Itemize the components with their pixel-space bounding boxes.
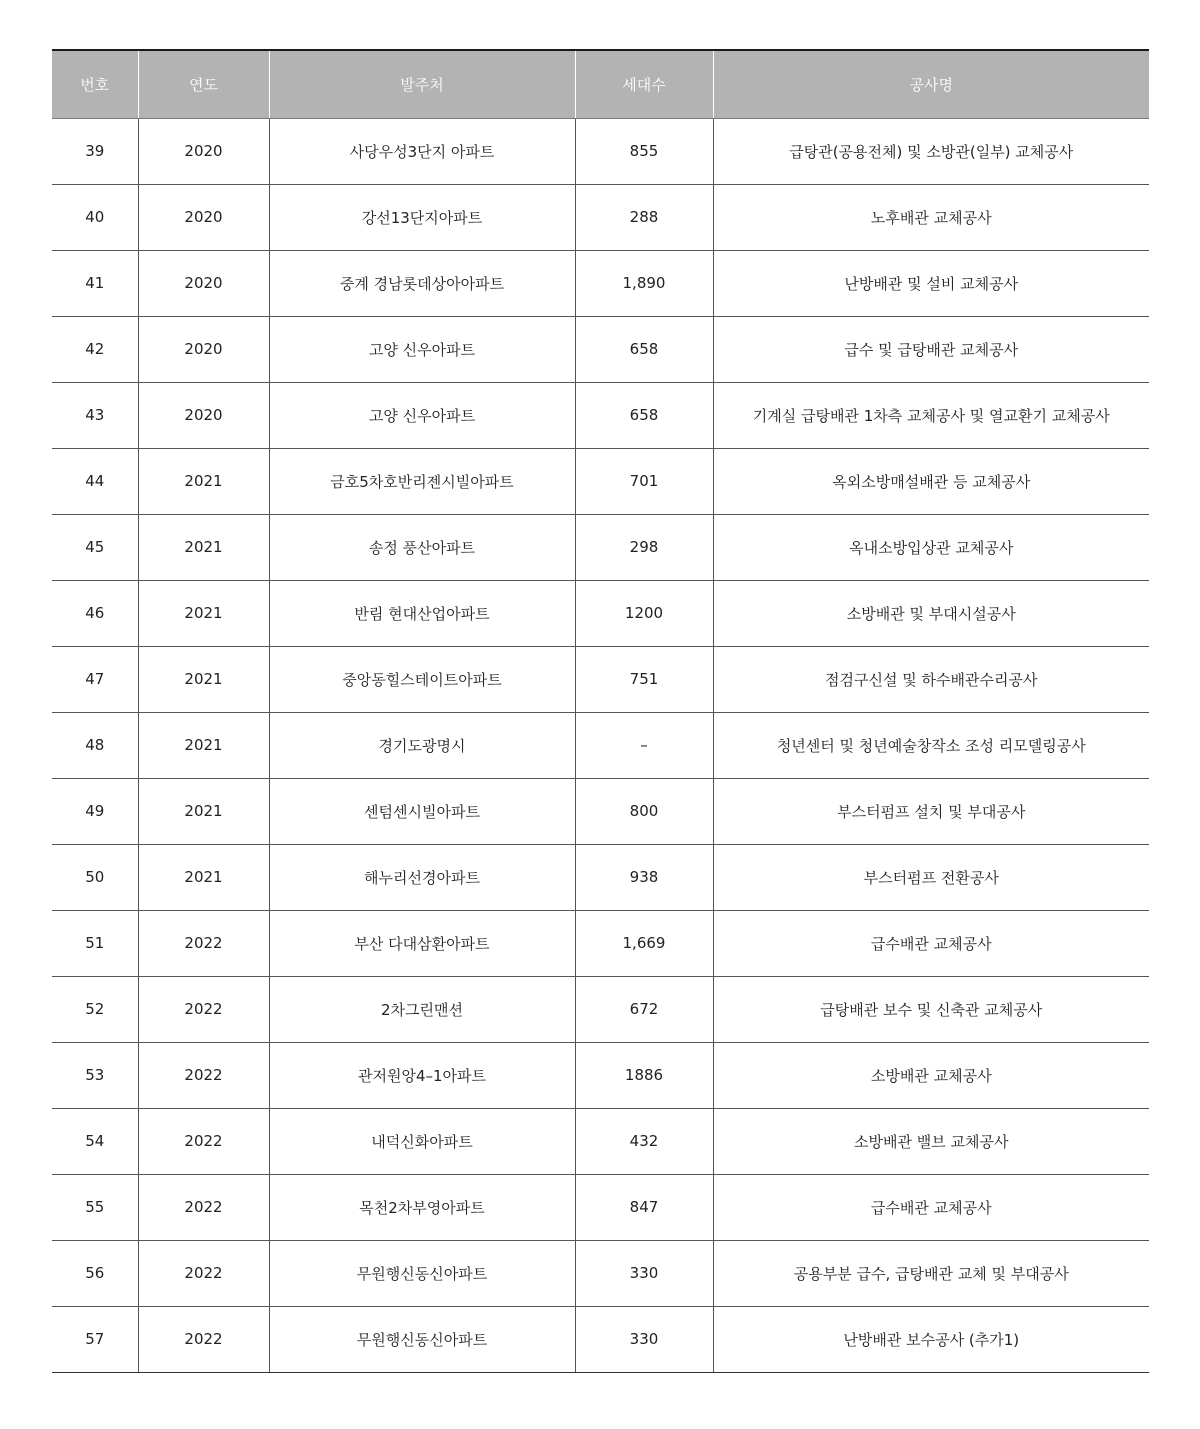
cell-num: 41 [52, 250, 138, 316]
table-row [52, 1306, 1149, 1372]
table-row [52, 316, 1149, 382]
cell-num: 44 [52, 448, 138, 514]
table-row [52, 778, 1149, 844]
table-row [52, 184, 1149, 250]
cell-units: – [575, 712, 713, 778]
cell-client: 송정 풍산아파트 [269, 514, 575, 580]
cell-units: 1886 [575, 1042, 713, 1108]
cell-year: 2021 [138, 580, 269, 646]
table-row [52, 1174, 1149, 1240]
cell-year: 2020 [138, 118, 269, 184]
cell-units: 330 [575, 1306, 713, 1372]
cell-year: 2022 [138, 976, 269, 1042]
table-row [52, 1240, 1149, 1306]
table-row [52, 976, 1149, 1042]
cell-work: 옥외소방매설배관 등 교체공사 [713, 448, 1149, 514]
cell-client: 내덕신화아파트 [269, 1108, 575, 1174]
cell-units: 800 [575, 778, 713, 844]
cell-work: 난방배관 및 설비 교체공사 [713, 250, 1149, 316]
cell-work: 공용부분 급수, 급탕배관 교체 및 부대공사 [713, 1240, 1149, 1306]
cell-work: 난방배관 보수공사 (추가1) [713, 1306, 1149, 1372]
cell-year: 2022 [138, 1174, 269, 1240]
cell-units: 672 [575, 976, 713, 1042]
cell-units: 432 [575, 1108, 713, 1174]
table-row [52, 1042, 1149, 1108]
cell-num: 45 [52, 514, 138, 580]
cell-client: 부산 다대삼환아파트 [269, 910, 575, 976]
cell-client: 중계 경남롯데상아아파트 [269, 250, 575, 316]
project-history-table-container [52, 49, 1149, 1373]
cell-work: 급수배관 교체공사 [713, 910, 1149, 976]
cell-client: 사당우성3단지 아파트 [269, 118, 575, 184]
cell-units: 330 [575, 1240, 713, 1306]
cell-units: 658 [575, 316, 713, 382]
cell-num: 39 [52, 118, 138, 184]
cell-units: 701 [575, 448, 713, 514]
table-row [52, 514, 1149, 580]
cell-client: 경기도광명시 [269, 712, 575, 778]
cell-year: 2020 [138, 250, 269, 316]
cell-year: 2020 [138, 316, 269, 382]
cell-year: 2021 [138, 844, 269, 910]
table-row [52, 844, 1149, 910]
cell-work: 청년센터 및 청년예술창작소 조성 리모델링공사 [713, 712, 1149, 778]
cell-units: 855 [575, 118, 713, 184]
cell-client: 강선13단지아파트 [269, 184, 575, 250]
header-year: 연도 [138, 50, 269, 118]
cell-year: 2021 [138, 712, 269, 778]
table-header [52, 50, 1149, 118]
cell-num: 43 [52, 382, 138, 448]
cell-client: 해누리선경아파트 [269, 844, 575, 910]
header-client: 발주처 [269, 50, 575, 118]
cell-units: 658 [575, 382, 713, 448]
cell-year: 2022 [138, 910, 269, 976]
cell-work: 노후배관 교체공사 [713, 184, 1149, 250]
cell-work: 점검구신설 및 하수배관수리공사 [713, 646, 1149, 712]
cell-units: 298 [575, 514, 713, 580]
cell-work: 기계실 급탕배관 1차측 교체공사 및 열교환기 교체공사 [713, 382, 1149, 448]
table-row [52, 910, 1149, 976]
cell-units: 847 [575, 1174, 713, 1240]
header-row [52, 50, 1149, 118]
cell-num: 52 [52, 976, 138, 1042]
cell-num: 40 [52, 184, 138, 250]
cell-year: 2021 [138, 778, 269, 844]
table-body [52, 118, 1149, 1372]
cell-work: 급수배관 교체공사 [713, 1174, 1149, 1240]
cell-num: 56 [52, 1240, 138, 1306]
cell-year: 2022 [138, 1042, 269, 1108]
cell-num: 46 [52, 580, 138, 646]
cell-work: 소방배관 교체공사 [713, 1042, 1149, 1108]
cell-units: 751 [575, 646, 713, 712]
cell-year: 2022 [138, 1108, 269, 1174]
table-row [52, 118, 1149, 184]
cell-client: 중앙동힐스테이트아파트 [269, 646, 575, 712]
cell-client: 무원행신동신아파트 [269, 1306, 575, 1372]
cell-work: 소방배관 밸브 교체공사 [713, 1108, 1149, 1174]
cell-client: 금호5차호반리젠시빌아파트 [269, 448, 575, 514]
cell-num: 47 [52, 646, 138, 712]
cell-year: 2020 [138, 382, 269, 448]
cell-client: 고양 신우아파트 [269, 382, 575, 448]
cell-num: 57 [52, 1306, 138, 1372]
cell-num: 50 [52, 844, 138, 910]
cell-num: 54 [52, 1108, 138, 1174]
cell-num: 48 [52, 712, 138, 778]
project-history-table [52, 49, 1149, 1373]
cell-client: 고양 신우아파트 [269, 316, 575, 382]
cell-work: 옥내소방입상관 교체공사 [713, 514, 1149, 580]
cell-year: 2021 [138, 514, 269, 580]
cell-work: 부스터펌프 설치 및 부대공사 [713, 778, 1149, 844]
cell-client: 센텀센시빌아파트 [269, 778, 575, 844]
cell-work: 급탕배관 보수 및 신축관 교체공사 [713, 976, 1149, 1042]
cell-work: 급수 및 급탕배관 교체공사 [713, 316, 1149, 382]
cell-client: 목천2차부영아파트 [269, 1174, 575, 1240]
cell-num: 55 [52, 1174, 138, 1240]
table-row [52, 382, 1149, 448]
cell-client: 2차그린맨션 [269, 976, 575, 1042]
cell-year: 2022 [138, 1240, 269, 1306]
cell-units: 938 [575, 844, 713, 910]
cell-year: 2021 [138, 448, 269, 514]
cell-num: 49 [52, 778, 138, 844]
cell-client: 관저원앙4–1아파트 [269, 1042, 575, 1108]
header-num: 번호 [52, 50, 138, 118]
table-row [52, 580, 1149, 646]
cell-work: 급탕관(공용전체) 및 소방관(일부) 교체공사 [713, 118, 1149, 184]
header-work: 공사명 [713, 50, 1149, 118]
table-row [52, 646, 1149, 712]
cell-units: 1,890 [575, 250, 713, 316]
table-row [52, 712, 1149, 778]
cell-client: 반림 현대산업아파트 [269, 580, 575, 646]
header-units: 세대수 [575, 50, 713, 118]
table-row [52, 1108, 1149, 1174]
cell-units: 1200 [575, 580, 713, 646]
cell-num: 51 [52, 910, 138, 976]
cell-units: 1,669 [575, 910, 713, 976]
cell-num: 53 [52, 1042, 138, 1108]
cell-year: 2021 [138, 646, 269, 712]
cell-client: 무원행신동신아파트 [269, 1240, 575, 1306]
cell-num: 42 [52, 316, 138, 382]
cell-year: 2022 [138, 1306, 269, 1372]
table-row [52, 448, 1149, 514]
cell-year: 2020 [138, 184, 269, 250]
cell-units: 288 [575, 184, 713, 250]
table-row [52, 250, 1149, 316]
cell-work: 부스터펌프 전환공사 [713, 844, 1149, 910]
cell-work: 소방배관 및 부대시설공사 [713, 580, 1149, 646]
